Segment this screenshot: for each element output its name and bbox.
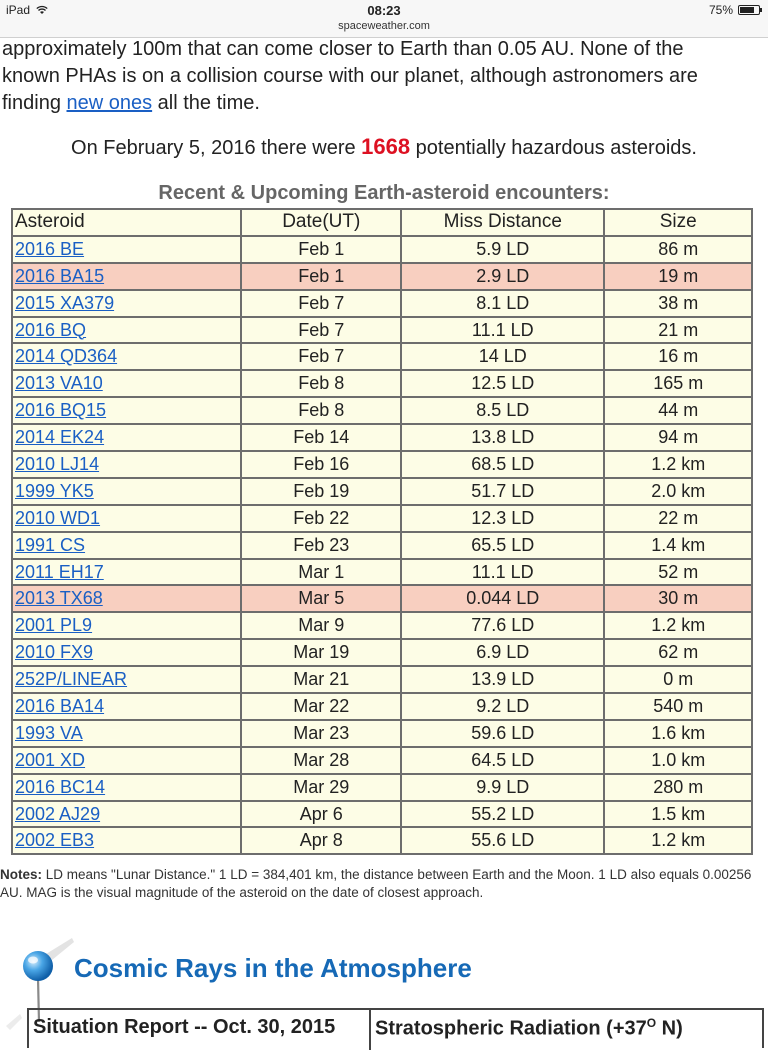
device-label: iPad: [6, 3, 31, 17]
size-cell: 1.2 km: [604, 827, 752, 854]
table-row: [12, 236, 752, 263]
size-cell: 0 m: [604, 666, 752, 693]
table-row: [12, 585, 752, 612]
miss-distance-cell: 13.9 LD: [401, 666, 604, 693]
miss-distance-cell: 9.9 LD: [401, 774, 604, 801]
pha-count-suffix: potentially hazardous asteroids.: [410, 137, 697, 159]
date-cell: Feb 7: [241, 290, 401, 317]
size-cell: 44 m: [604, 397, 752, 424]
size-cell: 1.2 km: [604, 612, 752, 639]
date-cell: Feb 16: [241, 451, 401, 478]
asteroid-link[interactable]: 2014 QD364: [15, 346, 118, 367]
miss-distance-cell: 6.9 LD: [401, 639, 604, 666]
date-cell: Feb 14: [241, 424, 401, 451]
table-body: [12, 236, 752, 854]
asteroid-cell: [12, 774, 241, 801]
asteroid-link[interactable]: 2010 LJ14: [15, 453, 100, 474]
table-row: [12, 639, 752, 666]
asteroid-cell: [12, 397, 241, 424]
asteroid-link[interactable]: 252P/LINEAR: [15, 669, 128, 690]
table-row: [12, 424, 752, 451]
date-cell: Feb 8: [241, 370, 401, 397]
asteroid-cell: [12, 801, 241, 828]
asteroid-link[interactable]: 2002 EB3: [15, 830, 95, 851]
table-row: [12, 559, 752, 586]
date-cell: Feb 19: [241, 478, 401, 505]
date-cell: Feb 23: [241, 532, 401, 559]
miss-distance-cell: 68.5 LD: [401, 451, 604, 478]
date-cell: Apr 6: [241, 801, 401, 828]
asteroid-link[interactable]: 2001 PL9: [15, 615, 93, 636]
cosmic-rays-heading: Cosmic Rays in the Atmosphere: [74, 953, 472, 983]
miss-distance-cell: 65.5 LD: [401, 532, 604, 559]
asteroid-cell: [12, 290, 241, 317]
table-divider: [369, 1010, 371, 1050]
asteroid-cell: [12, 317, 241, 344]
size-cell: 21 m: [604, 317, 752, 344]
miss-distance-cell: 13.8 LD: [401, 424, 604, 451]
battery-percent: 75%: [708, 3, 733, 17]
column-header-date: Date(UT): [241, 209, 401, 236]
date-cell: Mar 21: [241, 666, 401, 693]
asteroid-cell: [12, 827, 241, 854]
miss-distance-cell: 8.1 LD: [401, 290, 604, 317]
asteroid-link[interactable]: 2015 XA379: [15, 292, 115, 313]
column-header-miss-distance: Miss Distance: [401, 209, 604, 236]
notes-paragraph: [0, 866, 760, 902]
date-cell: Feb 7: [241, 343, 401, 370]
asteroid-link[interactable]: 1993 VA: [15, 722, 83, 743]
asteroid-cell: [12, 532, 241, 559]
clock: 08:23: [367, 3, 401, 18]
intro-text: all the time.: [152, 92, 260, 114]
size-cell: 1.4 km: [604, 532, 752, 559]
url-text[interactable]: spaceweather.com: [338, 20, 430, 32]
table-row: [12, 370, 752, 397]
table-row: [12, 801, 752, 828]
table-row: [12, 532, 752, 559]
asteroid-cell: [12, 720, 241, 747]
asteroid-cell: [12, 478, 241, 505]
size-cell: 16 m: [604, 343, 752, 370]
table-header-row: [12, 209, 752, 236]
asteroid-link[interactable]: 2013 TX68: [15, 588, 103, 609]
size-cell: 52 m: [604, 559, 752, 586]
size-cell: 1.2 km: [604, 451, 752, 478]
intro-line: [0, 90, 768, 117]
asteroid-cell: [12, 343, 241, 370]
column-header-asteroid: Asteroid: [12, 209, 241, 236]
table-row: [12, 612, 752, 639]
table-row: [12, 478, 752, 505]
miss-distance-cell: 0.044 LD: [401, 585, 604, 612]
asteroid-cell: [12, 451, 241, 478]
date-cell: Mar 1: [241, 559, 401, 586]
status-bar: [0, 0, 768, 20]
miss-distance-cell: 12.5 LD: [401, 370, 604, 397]
size-cell: 94 m: [604, 424, 752, 451]
date-cell: Mar 28: [241, 747, 401, 774]
table-row: [12, 263, 752, 290]
situation-report-cell: Situation Report -- Oct. 30, 2015: [33, 1016, 336, 1038]
size-cell: 62 m: [604, 639, 752, 666]
date-cell: Mar 29: [241, 774, 401, 801]
date-cell: Mar 9: [241, 612, 401, 639]
miss-distance-cell: 55.2 LD: [401, 801, 604, 828]
size-cell: 1.5 km: [604, 801, 752, 828]
notes-label: Notes:: [0, 867, 43, 882]
encounters-table: [11, 208, 753, 855]
notes-text: LD means "Lunar Distance." 1 LD = 384,401 km, the distance between Earth and the Moon. 1 LD also equals 0.00256 AU. MAG is the visual magnitude of the asteroid on the date of closest approach.: [0, 867, 752, 900]
miss-distance-cell: 11.1 LD: [401, 317, 604, 344]
miss-distance-cell: 8.5 LD: [401, 397, 604, 424]
asteroid-link[interactable]: 2010 WD1: [15, 507, 101, 528]
date-cell: Mar 19: [241, 639, 401, 666]
size-cell: 280 m: [604, 774, 752, 801]
asteroid-cell: [12, 747, 241, 774]
date-cell: Mar 22: [241, 693, 401, 720]
table-row: [12, 720, 752, 747]
date-cell: Apr 8: [241, 827, 401, 854]
miss-distance-cell: 59.6 LD: [401, 720, 604, 747]
encounters-title: Recent & Upcoming Earth-asteroid encounters:: [158, 182, 610, 204]
size-cell: 165 m: [604, 370, 752, 397]
asteroid-cell: [12, 370, 241, 397]
intro-line: approximately 100m that can come closer to Earth than 0.05 AU. None of the: [2, 38, 684, 60]
asteroid-link[interactable]: 2013 VA10: [15, 373, 103, 394]
size-cell: 1.6 km: [604, 720, 752, 747]
miss-distance-cell: 51.7 LD: [401, 478, 604, 505]
asteroid-link[interactable]: 2001 XD: [15, 749, 86, 770]
stratospheric-radiation-cell: [375, 1016, 683, 1041]
degree-sup: O: [646, 1016, 657, 1030]
size-cell: 2.0 km: [604, 478, 752, 505]
column-header-size: Size: [604, 209, 752, 236]
radiation-label: Stratospheric Radiation (+37: [375, 1017, 647, 1040]
miss-distance-cell: 9.2 LD: [401, 693, 604, 720]
asteroid-link[interactable]: 2016 BA15: [15, 265, 105, 286]
miss-distance-cell: 11.1 LD: [401, 559, 604, 586]
table-row: [12, 397, 752, 424]
miss-distance-cell: 14 LD: [401, 343, 604, 370]
table-row: [12, 505, 752, 532]
intro-paragraph: [0, 36, 768, 117]
table-row: [12, 290, 752, 317]
asteroid-cell: [12, 559, 241, 586]
date-cell: Mar 23: [241, 720, 401, 747]
asteroid-cell: [12, 612, 241, 639]
size-cell: 30 m: [604, 585, 752, 612]
asteroid-link[interactable]: 1991 CS: [15, 534, 86, 555]
miss-distance-cell: 77.6 LD: [401, 612, 604, 639]
pha-count-line: [0, 134, 768, 160]
asteroid-link[interactable]: 2016 BC14: [15, 776, 106, 797]
asteroid-link[interactable]: 2016 BE: [15, 238, 85, 259]
battery-fill: [740, 7, 754, 13]
size-cell: 19 m: [604, 263, 752, 290]
size-cell: 86 m: [604, 236, 752, 263]
miss-distance-cell: 64.5 LD: [401, 747, 604, 774]
asteroid-cell: [12, 263, 241, 290]
asteroid-link[interactable]: 2014 EK24: [15, 427, 105, 448]
battery-icon: [738, 5, 760, 15]
table-row: [12, 343, 752, 370]
size-cell: 540 m: [604, 693, 752, 720]
pha-count-prefix: On February 5, 2016 there were: [71, 137, 362, 159]
size-cell: 38 m: [604, 290, 752, 317]
intro-line: known PHAs is on a collision course with our planet, although astronomers are: [2, 65, 698, 87]
asteroid-link[interactable]: 2011 EH17: [15, 561, 104, 582]
asteroid-cell: [12, 666, 241, 693]
asteroid-link[interactable]: 2016 BQ15: [15, 400, 107, 421]
asteroid-link[interactable]: 2002 AJ29: [15, 803, 101, 824]
asteroid-link[interactable]: 2016 BQ: [15, 319, 87, 340]
date-cell: Feb 1: [241, 263, 401, 290]
table-row: [12, 747, 752, 774]
radiation-suffix: N): [656, 1017, 683, 1040]
asteroid-cell: [12, 639, 241, 666]
asteroid-cell: [12, 505, 241, 532]
date-cell: Feb 8: [241, 397, 401, 424]
miss-distance-cell: 55.6 LD: [401, 827, 604, 854]
situation-report-table: [27, 1008, 764, 1048]
table-row: [12, 827, 752, 854]
date-cell: Feb 22: [241, 505, 401, 532]
date-cell: Mar 5: [241, 585, 401, 612]
date-cell: Feb 7: [241, 317, 401, 344]
pha-count: 1668: [361, 134, 411, 159]
asteroid-link[interactable]: 2016 BA14: [15, 695, 105, 716]
new-ones-link[interactable]: new ones: [66, 92, 153, 114]
table-row: [12, 774, 752, 801]
asteroid-link[interactable]: 2010 FX9: [15, 642, 94, 663]
asteroid-link[interactable]: 1999 YK5: [15, 480, 94, 501]
size-cell: 1.0 km: [604, 747, 752, 774]
asteroid-cell: [12, 693, 241, 720]
miss-distance-cell: 2.9 LD: [401, 263, 604, 290]
asteroid-cell: [12, 236, 241, 263]
asteroid-cell: [12, 585, 241, 612]
table-row: [12, 666, 752, 693]
size-cell: 22 m: [604, 505, 752, 532]
date-cell: Feb 1: [241, 236, 401, 263]
table-row: [12, 451, 752, 478]
table-row: [12, 693, 752, 720]
asteroid-cell: [12, 424, 241, 451]
miss-distance-cell: 5.9 LD: [401, 236, 604, 263]
table-row: [12, 317, 752, 344]
intro-text: finding: [2, 92, 67, 114]
miss-distance-cell: 12.3 LD: [401, 505, 604, 532]
